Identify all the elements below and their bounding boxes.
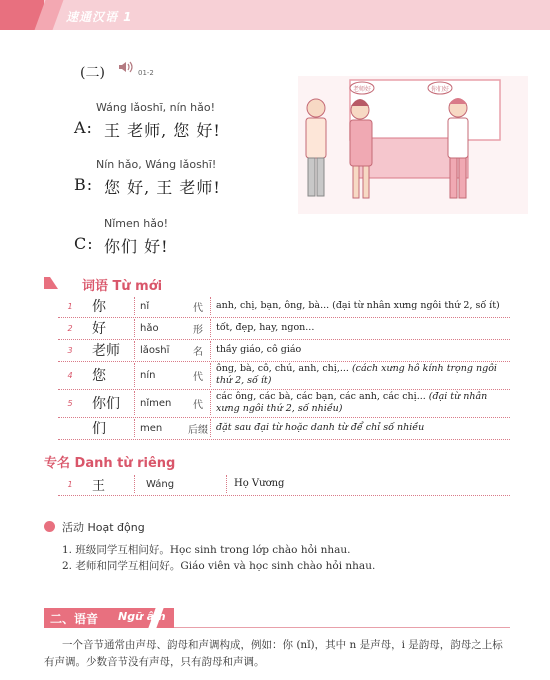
- col-divider: [134, 391, 135, 415]
- row-pinyin: men: [140, 422, 163, 434]
- line-b-hanzi: 您 好, 王 老师!: [104, 178, 221, 197]
- classroom-illustration: [298, 76, 528, 214]
- meaning-text: tốt, đẹp, hay, ngon...: [216, 322, 315, 333]
- col-divider: [210, 341, 211, 359]
- line-b-speaker: B:: [74, 175, 94, 194]
- line-c-pinyin: Nǐmen hǎo!: [104, 217, 169, 230]
- bubble-2-text: 你们好: [430, 86, 450, 93]
- row-hanzi: 们: [92, 421, 106, 437]
- row-meaning: [212, 389, 512, 417]
- row-meaning: [212, 339, 512, 361]
- row-pinyin: hǎo: [140, 322, 159, 334]
- row-meaning: Họ Vương: [234, 478, 285, 489]
- activities-title: 活动 Hoạt động: [62, 521, 145, 534]
- row-meaning: [212, 295, 512, 317]
- row-meaning: [212, 317, 512, 339]
- dialogue-section-label: (二): [80, 65, 105, 81]
- row-pos: 代: [193, 399, 203, 411]
- row-number: 1: [67, 479, 73, 489]
- table-row: [58, 473, 510, 496]
- row-hanzi: 你: [92, 299, 106, 315]
- row-pinyin: Wáng: [146, 478, 175, 490]
- row-hanzi: 老师: [92, 343, 120, 359]
- col-divider: [134, 419, 135, 437]
- line-c-speaker: C:: [74, 234, 94, 253]
- meaning-text: anh, chị, bạn, ông, bà... (đại từ nhân xưng ngôi thứ 2, số ít): [216, 300, 500, 311]
- phonetics-title-cn: 二、语音: [50, 612, 99, 626]
- table-row: [58, 339, 510, 362]
- row-hanzi: 您: [92, 368, 106, 384]
- row-meaning: [212, 361, 512, 389]
- col-divider: [134, 297, 135, 315]
- table-row: [58, 361, 510, 390]
- row-pinyin: nǐmen: [140, 397, 172, 409]
- line-a-hanzi: 王 老师, 您 好!: [104, 121, 221, 140]
- line-b-pinyin: Nín hǎo, Wáng lǎoshī!: [96, 158, 217, 171]
- row-pinyin: nín: [140, 369, 156, 381]
- phonetics-paragraph: 一个音节通常由声母、韵母和声调构成，例如：你 (nǐ)，其中 n 是声母，i 是韵母，韵母之上标有声调。少数音节没有声母，只有韵母和声调。: [44, 639, 503, 668]
- row-pos: 形: [193, 324, 203, 336]
- row-meaning: [212, 417, 512, 439]
- col-divider: [210, 419, 211, 437]
- col-divider: [210, 391, 211, 415]
- audio-track-code: 01-2: [138, 69, 154, 77]
- audio-icon[interactable]: [118, 60, 134, 74]
- table-row: [58, 295, 510, 318]
- line-c-hanzi: 你们 好!: [104, 237, 169, 256]
- row-hanzi: 你们: [92, 396, 120, 412]
- table-row: [58, 417, 510, 440]
- col-divider: [134, 341, 135, 359]
- line-a-speaker: A:: [74, 118, 93, 137]
- activity-item: 1. 班级同学互相问好。Học sinh trong lớp chào hỏi nhau.: [62, 544, 351, 556]
- row-number: 5: [67, 398, 73, 408]
- section-flag-icon: [44, 277, 58, 289]
- bubble-1-text: 老师好: [352, 86, 372, 93]
- vocab-title: 词语 Từ mới: [82, 279, 163, 294]
- activity-item: 2. 老师和同学互相问好。Giáo viên và học sinh chào hỏi nhau.: [62, 560, 376, 572]
- row-number: 3: [67, 345, 73, 355]
- row-pos: 代: [193, 302, 203, 314]
- col-divider: [134, 319, 135, 337]
- row-pinyin: lǎoshī: [140, 344, 170, 356]
- proper-nouns-title: 专名 Danh từ riêng: [44, 456, 176, 471]
- meaning-note: (đại từ nhân xưng ngôi thứ 2, số nhiều): [216, 391, 488, 414]
- book-title: 速通汉语 1: [66, 10, 133, 24]
- row-pinyin: nǐ: [140, 300, 150, 312]
- meaning-note: đặt sau đại từ hoặc danh từ để chỉ số nhiều: [216, 422, 425, 433]
- row-number: 4: [67, 370, 73, 380]
- table-row: [58, 389, 510, 418]
- line-a-pinyin: Wáng lǎoshī, nín hǎo!: [96, 101, 215, 114]
- col-divider: [210, 297, 211, 315]
- phonetics-title-vn: Ngữ âm: [118, 610, 166, 623]
- activity-icon: [44, 521, 55, 532]
- row-number: [58, 417, 82, 439]
- row-pos: 代: [193, 371, 203, 383]
- row-hanzi: 王: [92, 478, 106, 494]
- row-hanzi: 好: [92, 321, 106, 337]
- row-pos: 后缀: [188, 424, 208, 436]
- col-divider: [210, 319, 211, 337]
- row-number: 2: [67, 323, 73, 333]
- col-divider: [226, 475, 227, 493]
- banner-rule: [174, 627, 510, 628]
- meaning-note: (cách xưng hô kính trọng ngôi thứ 2, số ít): [216, 363, 497, 386]
- row-pos: 名: [193, 346, 203, 358]
- row-number: 1: [67, 301, 73, 311]
- meaning-text: các ông, các bà, các bạn, các anh, các chị...: [216, 391, 429, 402]
- col-divider: [134, 475, 135, 493]
- col-divider: [210, 363, 211, 387]
- table-row: [58, 317, 510, 340]
- col-divider: [134, 363, 135, 387]
- meaning-text: ông, bà, cô, chú, anh, chị,...: [216, 363, 352, 374]
- meaning-text: thầy giáo, cô giáo: [216, 344, 302, 355]
